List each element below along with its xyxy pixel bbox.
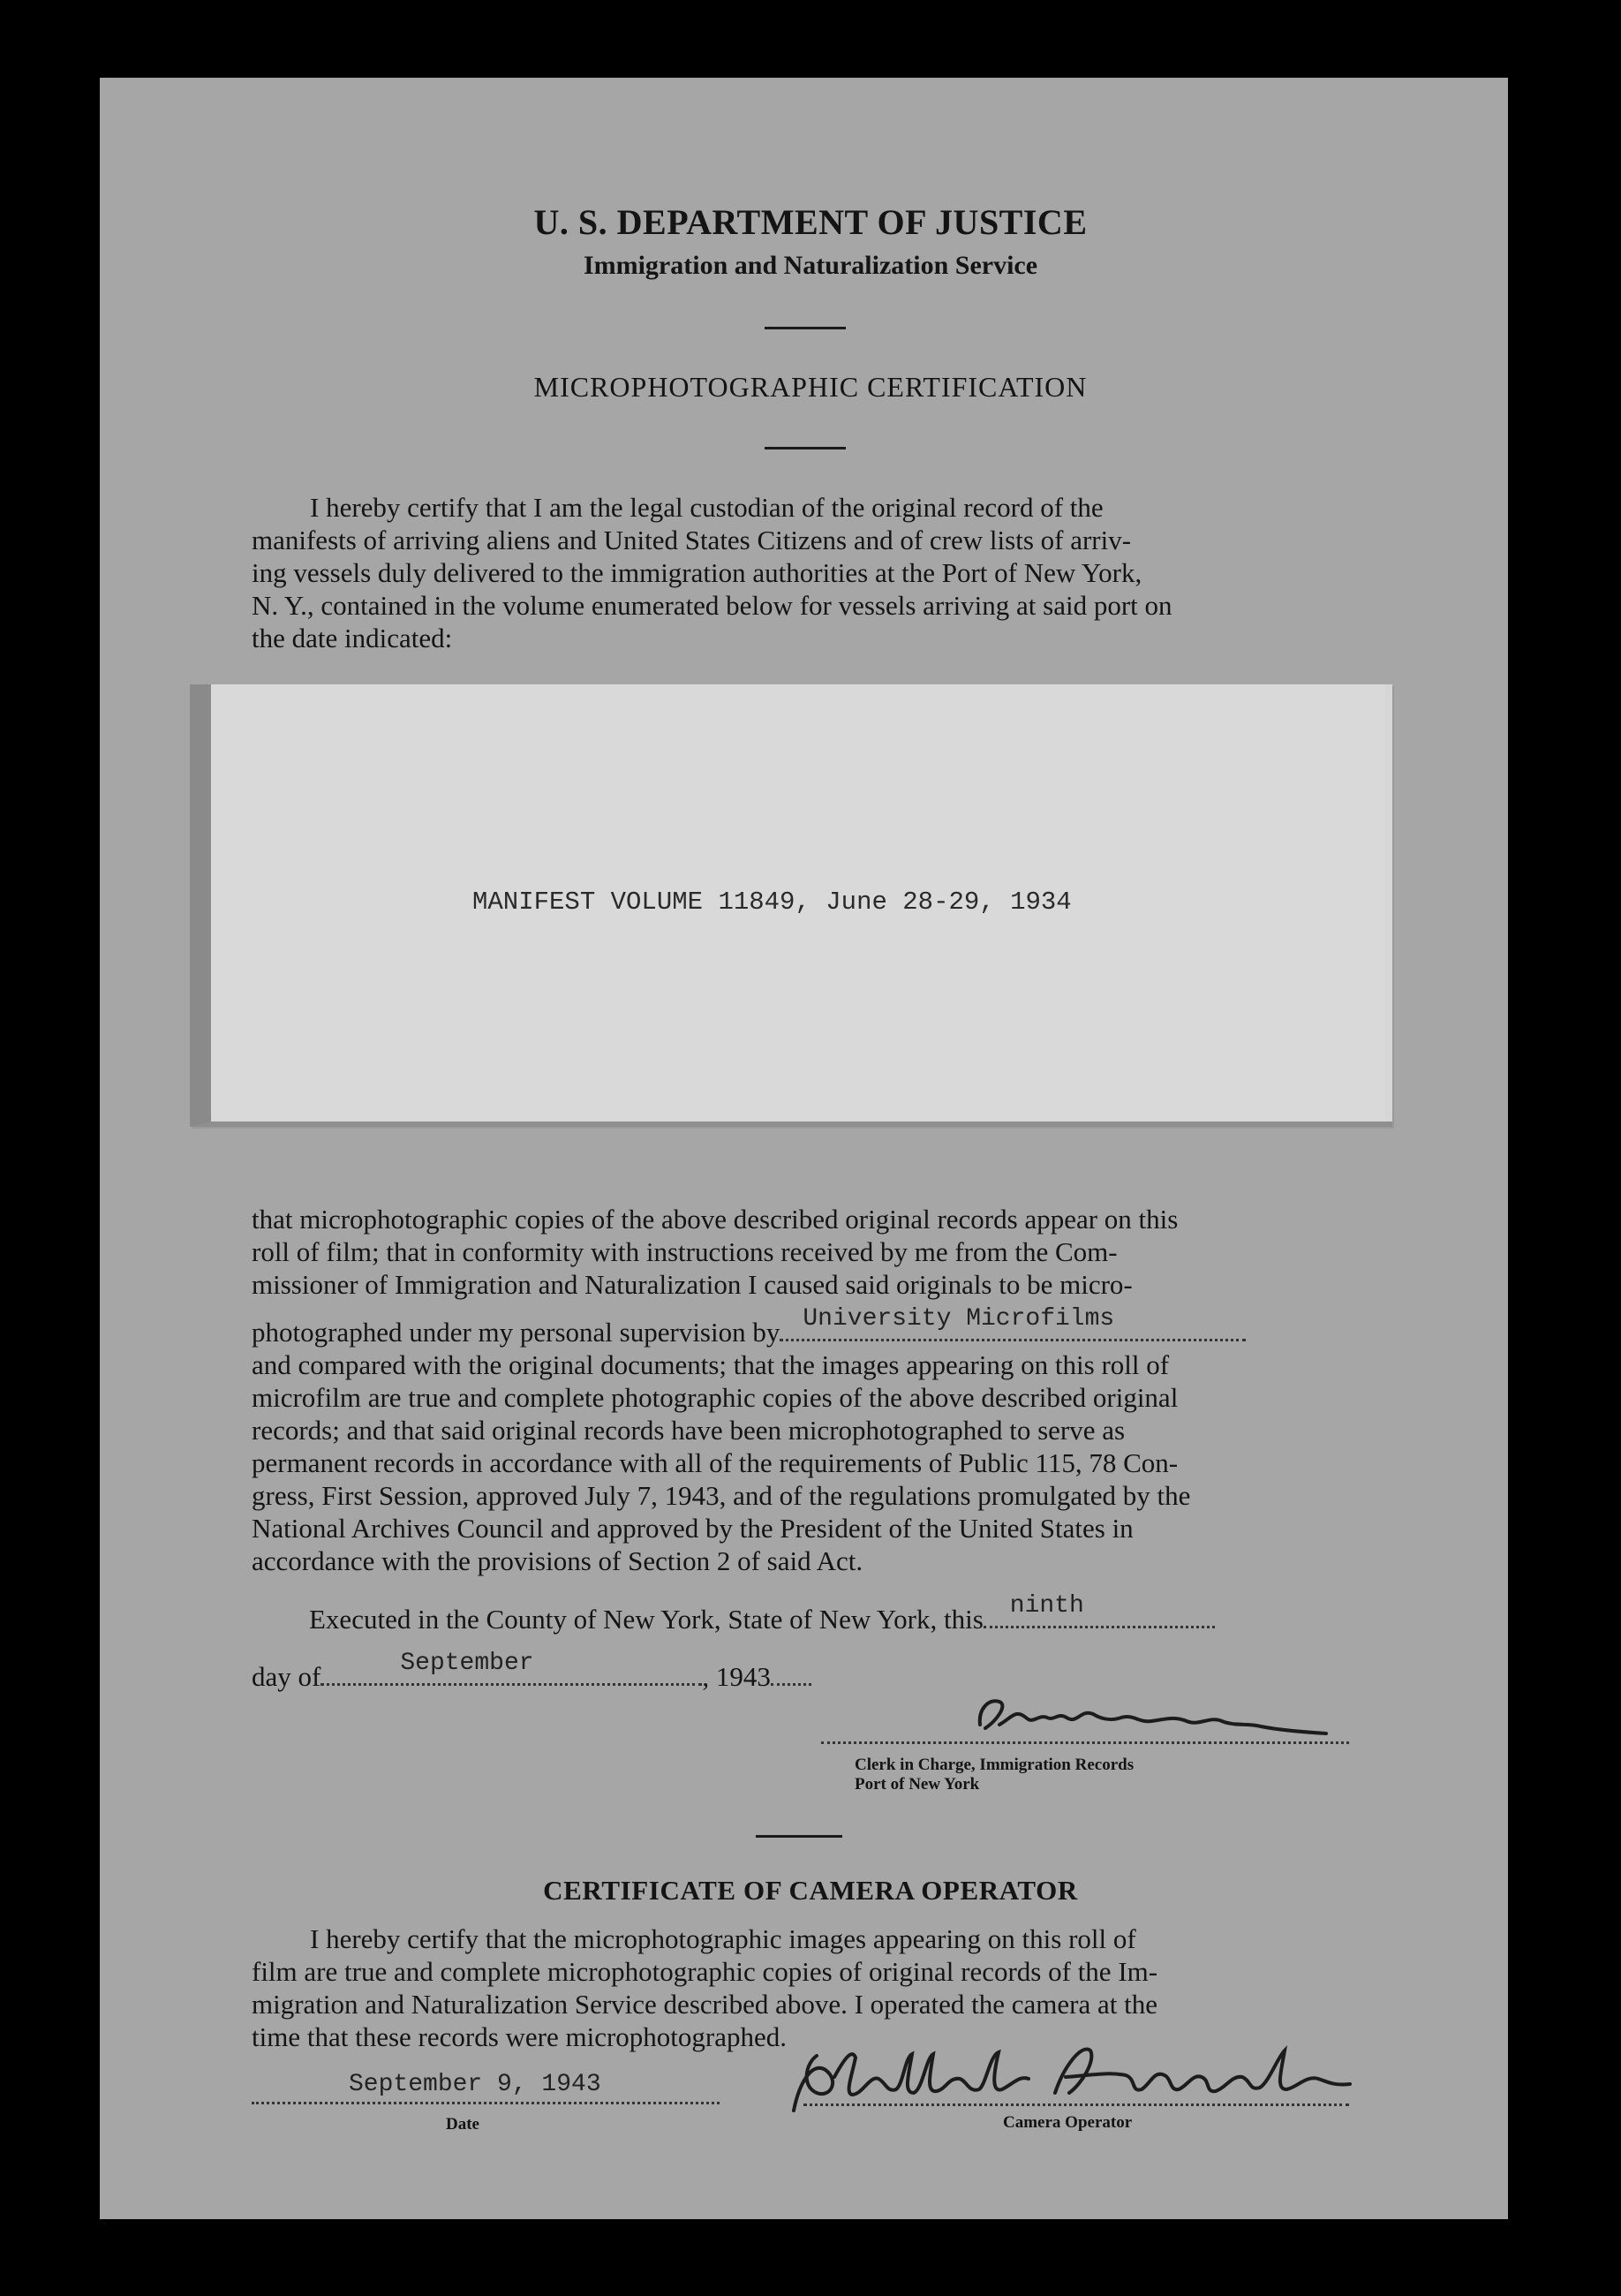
paragraph-line: records; and that said original records have been microphotographed to serve as	[252, 1415, 1126, 1446]
camera-date-value: September 9, 1943	[349, 2071, 601, 2098]
paragraph-line: film are true and complete microphotographic copies of original records of the Im-	[252, 1956, 1158, 1987]
paragraph-line: and compared with the original documents; that the images appearing on this roll of	[252, 1349, 1170, 1380]
camera-operator-signature	[790, 2031, 1355, 2119]
year-text: , 1943	[702, 1661, 771, 1692]
supervision-prefix: photographed under my personal supervision by	[252, 1317, 780, 1348]
paragraph-line: accordance with the provisions of Section 2 of said Act.	[252, 1545, 863, 1576]
clerk-signature-line	[821, 1722, 1349, 1744]
body-paragraph-continued	[252, 1348, 1355, 1577]
paragraph-line: I hereby certify that the microphotographic images appearing on this roll of	[310, 1923, 1136, 1954]
camera-operator-label: Camera Operator	[1003, 2113, 1133, 2132]
paragraph-line: roll of film; that in conformity with instructions received by me from the Com-	[252, 1236, 1118, 1267]
intro-paragraph	[252, 491, 1355, 654]
clerk-title: Clerk in Charge, Immigration Records	[855, 1756, 1135, 1774]
divider	[765, 447, 846, 449]
executed-line	[309, 1592, 1215, 1635]
paragraph-line: gress, First Session, approved July 7, 1943, and of the regulations promulgated by the	[252, 1480, 1191, 1511]
camera-certificate-title: CERTIFICATE OF CAMERA OPERATOR	[543, 1875, 1078, 1906]
body-paragraph	[252, 1203, 1355, 1301]
paragraph-line: microfilm are true and complete photographic copies of the above described original	[252, 1382, 1179, 1413]
supervisor-blank	[780, 1305, 1246, 1341]
divider	[765, 327, 846, 329]
paragraph-line: time that these records were microphotographed.	[252, 2021, 787, 2052]
paragraph-line: manifests of arriving aliens and United States Citizens and of crew lists of arriv-	[252, 525, 1132, 555]
department-heading: U. S. DEPARTMENT OF JUSTICE	[533, 202, 1088, 242]
camera-operator-signature-line	[803, 2084, 1349, 2106]
supervision-line	[252, 1305, 1355, 1348]
day-of-label: day of	[252, 1661, 321, 1692]
day-value: ninth	[1009, 1592, 1084, 1620]
date-executed-line	[252, 1650, 811, 1693]
day-blank	[984, 1592, 1215, 1628]
date-signature-line	[252, 2071, 720, 2104]
paragraph-line: migration and Naturalization Service described above. I operated the camera at the	[252, 1989, 1157, 2020]
paragraph-line: National Archives Council and approved by the President of the United States in	[252, 1513, 1134, 1544]
supervisor-value: University Microfilms	[803, 1305, 1115, 1333]
certification-title: MICROPHOTOGRAPHIC CERTIFICATION	[533, 371, 1088, 403]
manifest-volume-entry: MANIFEST VOLUME 11849, June 28-29, 1934	[472, 887, 1072, 917]
month-blank	[320, 1650, 702, 1686]
clerk-caption	[855, 1756, 1134, 1794]
date-label: Date	[446, 2115, 479, 2134]
paragraph-line: the date indicated:	[252, 623, 453, 653]
paragraph-line: that microphotographic copies of the above described original records appear on this	[252, 1204, 1179, 1235]
paragraph-line: missioner of Immigration and Naturalization I caused said originals to be micro-	[252, 1269, 1133, 1300]
clerk-port: Port of New York	[855, 1775, 980, 1794]
paragraph-line: I hereby certify that I am the legal custodian of the original record of the	[310, 492, 1104, 523]
service-subheading: Immigration and Naturalization Service	[583, 251, 1038, 280]
divider	[756, 1835, 842, 1838]
paragraph-line: N. Y., contained in the volume enumerated below for vessels arriving at said port on	[252, 590, 1172, 621]
executed-prefix: Executed in the County of New York, State of New York, this	[309, 1604, 984, 1635]
year-trailing-dots	[771, 1660, 811, 1686]
paragraph-line: permanent records in accordance with all of the requirements of Public 115, 78 Con-	[252, 1447, 1179, 1478]
month-value: September	[400, 1650, 534, 1677]
paragraph-line: ing vessels duly delivered to the immigration authorities at the Port of New York,	[252, 557, 1142, 588]
